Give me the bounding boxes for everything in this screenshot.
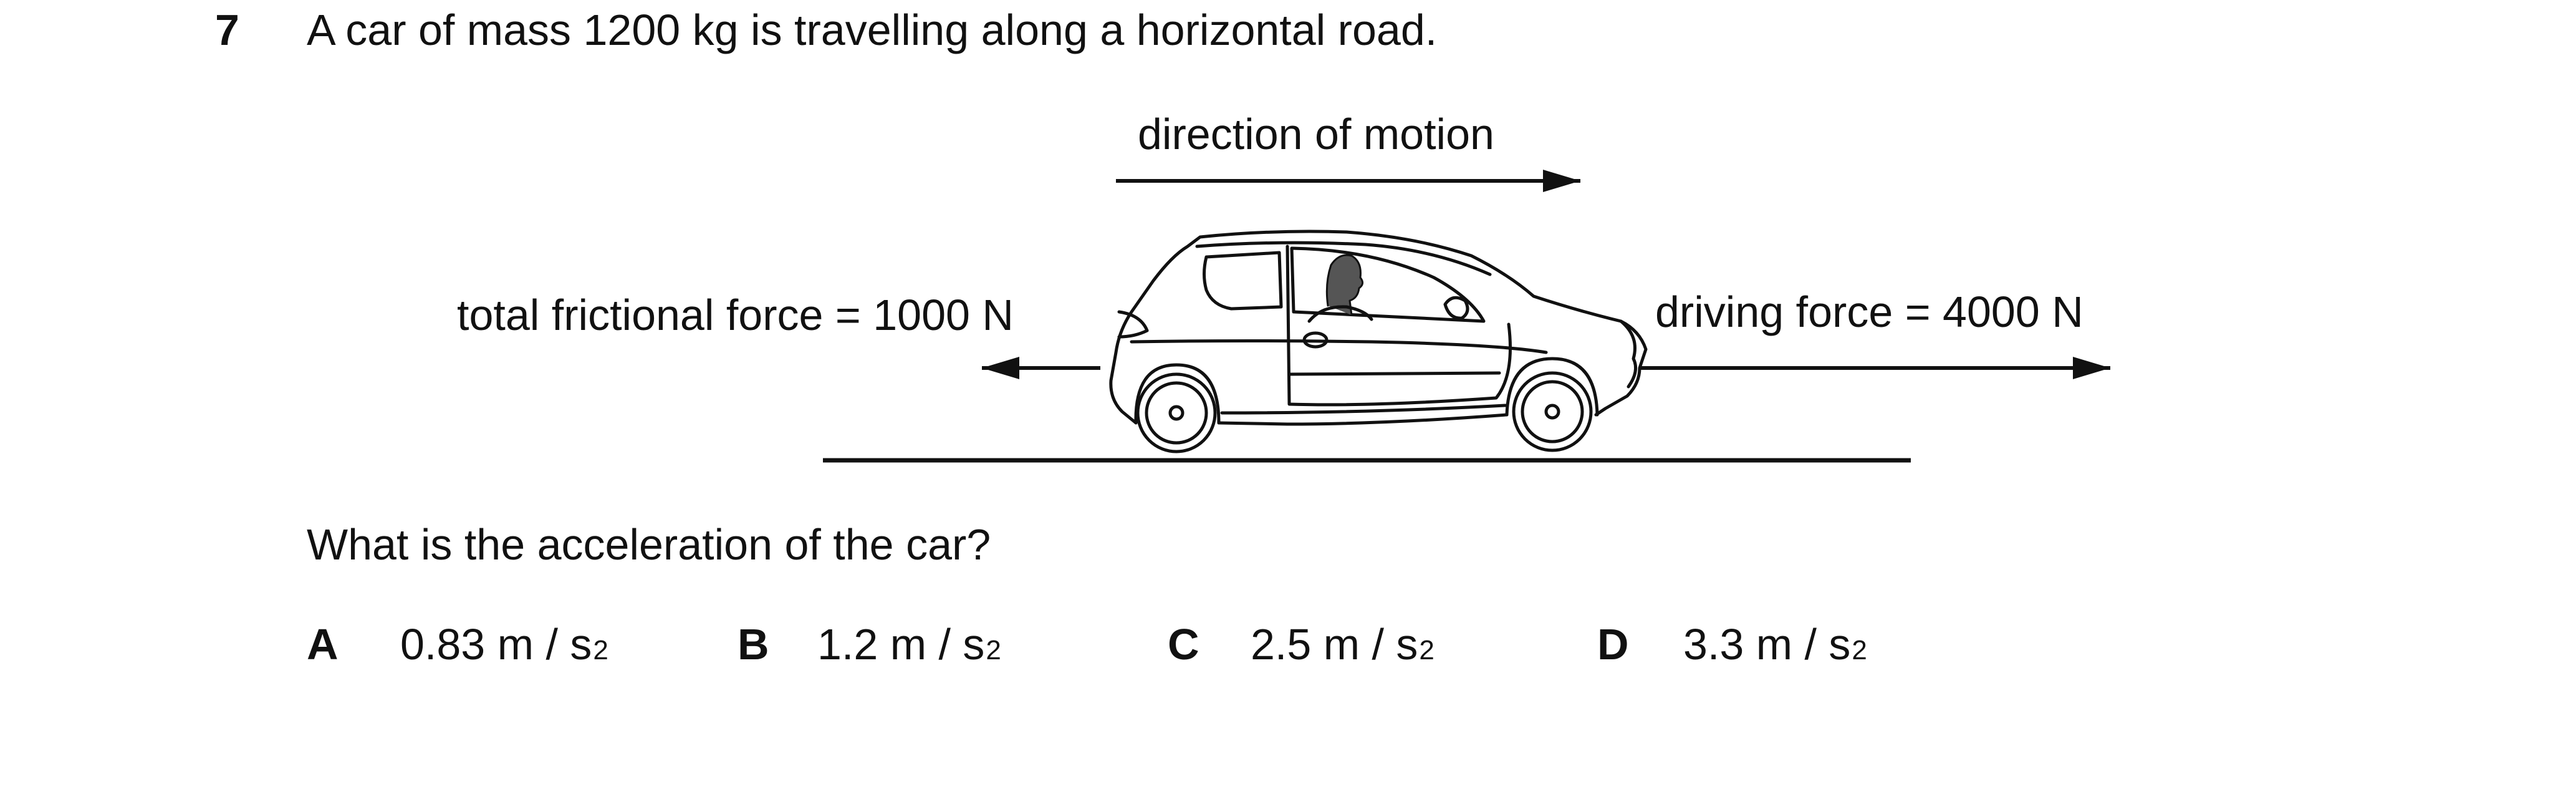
- front-wheel: [1514, 373, 1591, 450]
- question-stem: A car of mass 1200 kg is travelling along a horizontal road.: [307, 6, 1438, 54]
- answer-option-d[interactable]: D 3.3 m / s 2: [1597, 614, 1867, 674]
- answer-option-b[interactable]: B 1.2 m / s 2: [738, 614, 1001, 674]
- option-letter: B: [738, 620, 769, 669]
- question-number: 7: [215, 6, 239, 54]
- frictional-force-label: total frictional force = 1000 N: [457, 291, 1014, 339]
- option-value: 3.3 m / s: [1683, 620, 1851, 669]
- option-letter: C: [1168, 620, 1199, 669]
- driving-force-label: driving force = 4000 N: [1655, 288, 2083, 336]
- question-prompt: What is the acceleration of the car?: [307, 520, 991, 569]
- option-value: 2.5 m / s: [1251, 620, 1418, 669]
- rear-wheel: [1138, 374, 1215, 452]
- car-illustration: [1111, 231, 1646, 424]
- option-value: 0.83 m / s: [400, 620, 592, 669]
- answer-option-c[interactable]: C 2.5 m / s 2: [1168, 614, 1435, 674]
- option-letter: D: [1597, 620, 1629, 669]
- answer-option-a[interactable]: A 0.83 m / s 2: [307, 614, 608, 674]
- option-value: 1.2 m / s: [817, 620, 985, 669]
- direction-of-motion-label: direction of motion: [1138, 110, 1494, 158]
- option-letter: A: [307, 620, 339, 669]
